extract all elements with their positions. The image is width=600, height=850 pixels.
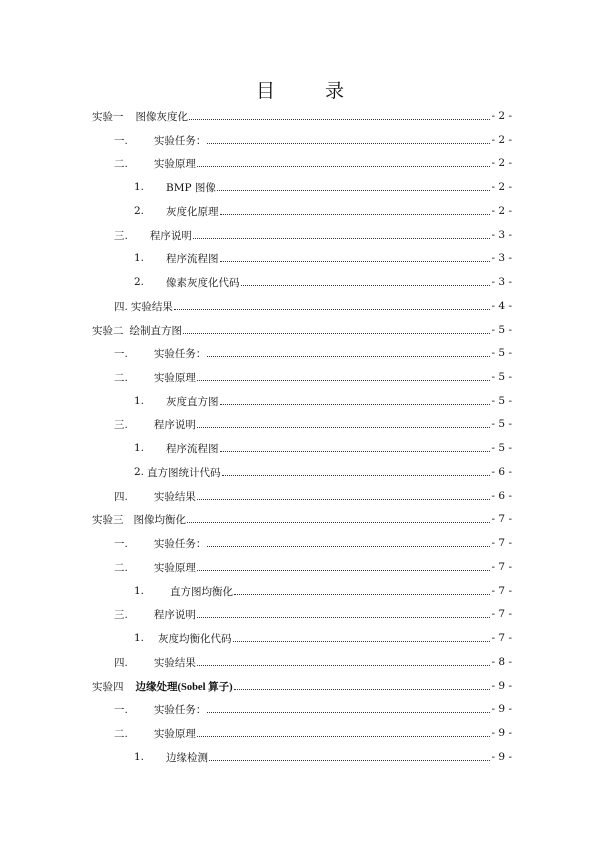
toc-entry[interactable] — [114, 557, 512, 577]
toc-entry-number: 四. — [114, 490, 128, 503]
toc-entry[interactable] — [114, 153, 512, 173]
toc-entry-text: 程序说明 — [153, 418, 196, 431]
toc-entry-page: - 5 - — [491, 418, 512, 430]
toc-entry-text: BMP 图像 — [166, 181, 216, 194]
toc-entry-page: - 7 - — [491, 632, 512, 644]
toc-entry-text: 实验结果 — [130, 300, 173, 313]
toc-entry-page: - 9 - — [491, 727, 512, 739]
toc-entry-number: 二. — [114, 561, 128, 574]
toc-entry[interactable] — [114, 699, 512, 719]
toc-entry[interactable] — [114, 723, 512, 743]
toc-entry-number: 二. — [114, 371, 128, 384]
toc-entry-number: 1. — [134, 395, 145, 407]
toc-entry-page: - 5 - — [491, 395, 512, 407]
toc-entry-page: - 4 - — [491, 300, 512, 312]
toc-entry-number: 1. — [134, 632, 145, 644]
toc-entry-number: 2. — [134, 466, 145, 478]
toc-leader — [220, 404, 490, 405]
toc-entry[interactable] — [114, 533, 512, 553]
toc-entry-page: - 7 - — [491, 608, 512, 620]
toc-entry-text: 边缘检测 — [166, 751, 209, 764]
toc-leader — [207, 546, 489, 547]
toc-entry-page: - 9 - — [491, 751, 512, 763]
toc-entry-number: 实验三 — [92, 513, 124, 526]
toc-entry-number: 二. — [114, 157, 128, 170]
toc-entry-number: 一. — [114, 347, 128, 360]
toc-entry[interactable] — [114, 604, 512, 624]
toc-entry[interactable] — [114, 296, 512, 316]
toc-entry-text: 程序流程图 — [166, 252, 219, 265]
toc-entry-text: 灰度直方图 — [166, 395, 219, 408]
toc-entry-page: - 5 - — [491, 347, 512, 359]
toc-entry-number: 三. — [114, 418, 128, 431]
toc-entry-number: 2. — [134, 276, 145, 288]
toc-leader — [193, 238, 490, 239]
toc-entry-number: 三. — [114, 229, 128, 242]
toc-leader — [197, 380, 490, 381]
toc-entry-number: 二. — [114, 727, 128, 740]
toc-entry-number: 1. — [134, 181, 145, 193]
toc-entry-text: 边缘处理(Sobel 算子) — [135, 681, 233, 693]
toc-entry-page: - 7 - — [491, 585, 512, 597]
toc-entry[interactable] — [92, 106, 512, 126]
toc-entry-number: 四. — [114, 656, 128, 669]
toc-entry-text: 图像均衡化 — [133, 513, 186, 526]
toc-entry-text: 实验原理 — [153, 561, 196, 574]
toc-leader — [197, 736, 490, 737]
toc-entry-page: - 9 - — [491, 703, 512, 715]
toc-entry[interactable] — [92, 320, 512, 340]
toc-leader — [197, 617, 490, 618]
toc-entry-number: 1. — [134, 442, 145, 454]
toc-entry-number: 1. — [134, 751, 145, 763]
toc-entry-text: 图像灰度化 — [135, 110, 188, 123]
toc-entry-page: - 7 - — [491, 513, 512, 525]
toc-leader — [234, 594, 490, 595]
toc-entry[interactable] — [92, 676, 512, 696]
toc-entry-page: - 9 - — [491, 680, 512, 692]
toc-entry-number: 实验二 — [92, 324, 124, 337]
toc-leader — [197, 427, 490, 428]
toc-leader — [220, 451, 490, 452]
toc-entry-number: 四. — [114, 300, 128, 313]
toc-entry-text: 实验任务： — [153, 537, 207, 550]
toc-entry[interactable] — [134, 201, 512, 221]
toc-entry-text: 实验结果 — [153, 490, 196, 503]
toc-entry[interactable] — [114, 414, 512, 434]
toc-leader — [241, 285, 490, 286]
toc-entry[interactable] — [92, 509, 512, 529]
toc-entry-number: 三. — [114, 608, 128, 621]
toc-entry-number: 一. — [114, 537, 128, 550]
toc-leader — [217, 190, 490, 191]
toc-leader — [220, 261, 490, 262]
toc-entry-page: - 2 - — [491, 110, 512, 122]
toc-entry-page: - 3 - — [491, 252, 512, 264]
toc-entry[interactable] — [114, 652, 512, 672]
toc-leader — [189, 119, 490, 120]
toc-entry-number: 1. — [134, 585, 145, 597]
toc-entry-text: 实验原理 — [153, 727, 196, 740]
toc-title: 目 录 — [255, 80, 367, 102]
toc-leader — [197, 499, 490, 500]
toc-entry-text: 实验原理 — [153, 371, 196, 384]
toc-entry[interactable] — [134, 628, 512, 648]
toc-entry[interactable] — [114, 225, 512, 245]
toc-entry[interactable] — [114, 367, 512, 387]
toc-entry[interactable] — [134, 462, 512, 482]
toc-leader — [183, 333, 490, 334]
toc-entry[interactable] — [114, 343, 512, 363]
toc-leader — [209, 760, 490, 761]
toc-entry-page: - 5 - — [491, 371, 512, 383]
toc-entry[interactable] — [134, 581, 512, 601]
toc-entry-text: 直方图均衡化 — [170, 585, 234, 598]
toc-leader — [174, 309, 490, 310]
toc-leader — [234, 689, 490, 690]
toc-leader — [207, 712, 489, 713]
toc-leader — [222, 475, 490, 476]
toc-entry-number: 一. — [114, 134, 128, 147]
toc-entry-text: 像素灰度化代码 — [166, 276, 240, 289]
toc-entry-text: 灰度化原理 — [166, 205, 219, 218]
toc-entry-text: 程序说明 — [149, 229, 192, 242]
toc-entry-text: 实验结果 — [153, 656, 196, 669]
toc-entry-text: 绘制直方图 — [129, 324, 182, 337]
toc-entry-page: - 3 - — [491, 276, 512, 288]
toc-entry-page: - 6 - — [491, 466, 512, 478]
toc-entry-page: - 7 - — [491, 561, 512, 573]
toc-leader — [207, 356, 489, 357]
toc-entry-number: 实验一 — [92, 110, 124, 123]
toc-entry-page: - 8 - — [491, 656, 512, 668]
toc-entry[interactable] — [134, 272, 512, 292]
toc-entry[interactable] — [134, 391, 512, 411]
toc-leader — [197, 570, 490, 571]
toc-entry-number: 1. — [134, 252, 145, 264]
toc-leader — [197, 665, 490, 666]
toc-entry-page: - 2 - — [491, 205, 512, 217]
toc-entry-page: - 2 - — [491, 181, 512, 193]
toc-entry-page: - 2 - — [491, 134, 512, 146]
toc-entry-page: - 6 - — [491, 490, 512, 502]
toc-leader — [187, 522, 490, 523]
toc-entry-text: 程序流程图 — [166, 442, 219, 455]
toc-entry-text: 实验原理 — [153, 157, 196, 170]
toc-entry[interactable] — [114, 486, 512, 506]
toc-entry-text: 直方图统计代码 — [147, 466, 221, 479]
toc-leader — [197, 166, 490, 167]
toc-entry-text: 程序说明 — [153, 608, 196, 621]
toc-entry[interactable] — [134, 747, 512, 767]
toc-leader — [207, 143, 489, 144]
toc-entry[interactable] — [134, 438, 512, 458]
toc-entry[interactable] — [114, 130, 512, 150]
toc-entry-text: 实验任务： — [153, 134, 207, 147]
toc-entry-page: - 5 - — [491, 324, 512, 336]
toc-leader — [233, 641, 490, 642]
toc-entry-page: - 7 - — [491, 537, 512, 549]
toc-entry-number: 2. — [134, 205, 145, 217]
toc-entry-text: 实验任务： — [153, 347, 207, 360]
toc-entry[interactable] — [134, 177, 512, 197]
toc-entry-text: 实验任务： — [153, 703, 207, 716]
toc-entry-text: 灰度均衡化代码 — [158, 632, 232, 645]
toc-entry-number: 实验四 — [92, 680, 124, 693]
toc-entry-page: - 3 - — [491, 229, 512, 241]
toc-entry-page: - 2 - — [491, 157, 512, 169]
toc-entry-number: 一. — [114, 703, 128, 716]
toc-entry-page: - 5 - — [491, 442, 512, 454]
toc-entry[interactable] — [134, 248, 512, 268]
toc-leader — [220, 214, 490, 215]
